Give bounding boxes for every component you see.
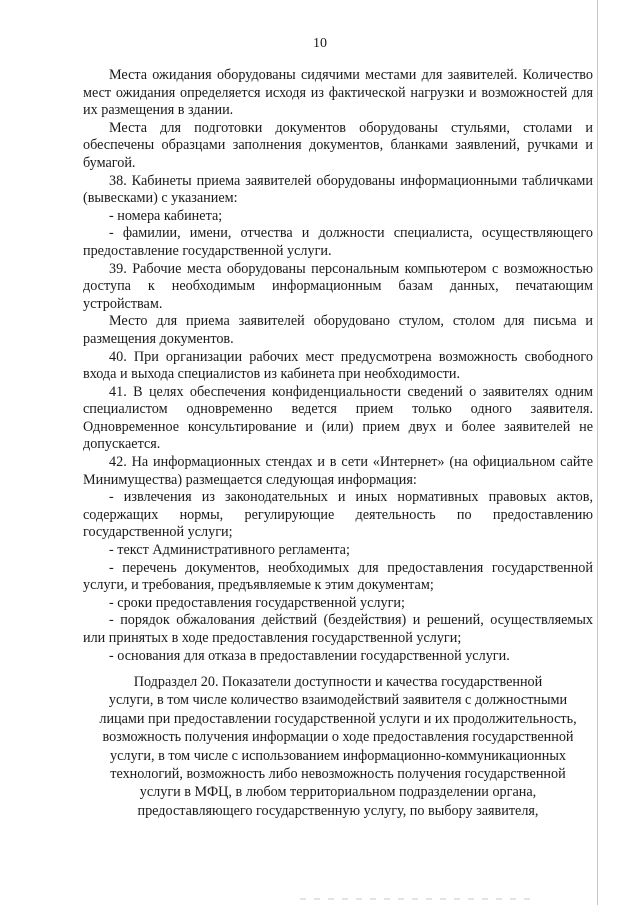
list-item: - фамилии, имени, отчества и должности специалиста, осуществляющего предоставление государственной услуги. [83, 225, 593, 259]
list-item: - номера кабинета; [109, 207, 223, 224]
paragraph-40: 40. При организации рабочих мест предусмотрена возможность свободного входа и выхода специалистов из кабинета при необходимости. [83, 348, 593, 383]
subsection-line: услуги, в том числе с использованием информационно-коммуникационных [110, 747, 566, 764]
paragraph-38: 38. Кабинеты приема заявителей оборудованы информационными табличками (вывесками) с указанием: [83, 172, 593, 207]
paragraph-reception-place: Место для приема заявителей оборудовано стулом, столом для письма и размещения документов. [83, 313, 593, 347]
list-item: - перечень документов, необходимых для предоставления государственной услуги, и требования, предъявляемые к этим документам; [83, 559, 593, 594]
paragraph-39: 39. Рабочие места оборудованы персональным компьютером с возможностью доступа к необходимым информационным базам данных, печатающим устройствам. [83, 260, 593, 312]
subsection-line: услуги, в том числе количество взаимодействий заявителя с должностными [108, 692, 568, 709]
list-item: - извлечения из законодательных и иных нормативных правовых актов, содержащих нормы, регулирующие деятельность по предоставлению государственной услуги; [83, 489, 593, 541]
scan-artifact [300, 898, 530, 900]
list-item: - основания для отказа в предоставлении государственной услуги. [109, 647, 510, 664]
paragraph-document-preparation: Места для подготовки документов оборудованы стульями, столами и обеспечены образцами заполнения документов, бланками заявлений, ручками и бумагой. [83, 119, 593, 171]
paragraph-waiting-places: Места ожидания оборудованы сидячими местами для заявителей. Количество мест ожидания определяется исходя из фактической нагрузки и возможностей для их размещения в здании. [83, 67, 593, 119]
subsection-line: предоставляющего государственную услугу, по выбору заявителя, [137, 802, 539, 819]
paragraph-41: 41. В целях обеспечения конфиденциальности сведений о заявителях одним специалистом одновременно ведется прием только одного заявителя. Одновременное консультирование и (или) прием двух и более заявителей не допускается. [83, 383, 593, 453]
paragraph-42: 42. На информационных стендах и в сети «Интернет» (на официальном сайте Минимущества) размещается следующая информация: [83, 454, 593, 488]
subsection-line: технологий, возможность либо невозможность получения государственной [110, 766, 566, 783]
subsection-line: возможность получения информации о ходе предоставления государственной [102, 729, 574, 746]
page-edge-line [597, 0, 598, 905]
subsection-line: услуги в МФЦ, в любом территориальном подразделении органа, [139, 784, 537, 801]
list-item: - текст Административного регламента; [109, 542, 350, 559]
subsection-line: лицами при предоставлении государственной услуги и их продолжительность, [99, 710, 577, 727]
subsection-20-heading [83, 673, 593, 820]
document-body [83, 67, 593, 665]
list-item: - порядок обжалования действий (бездействия) и решений, осуществляемых или принятых в ходе предоставления государственной услуги; [83, 612, 593, 646]
subsection-line: Подраздел 20. Показатели доступности и качества государственной [133, 674, 543, 690]
page-number: 10 [313, 36, 327, 51]
list-item: - сроки предоставления государственной услуги; [109, 594, 405, 611]
